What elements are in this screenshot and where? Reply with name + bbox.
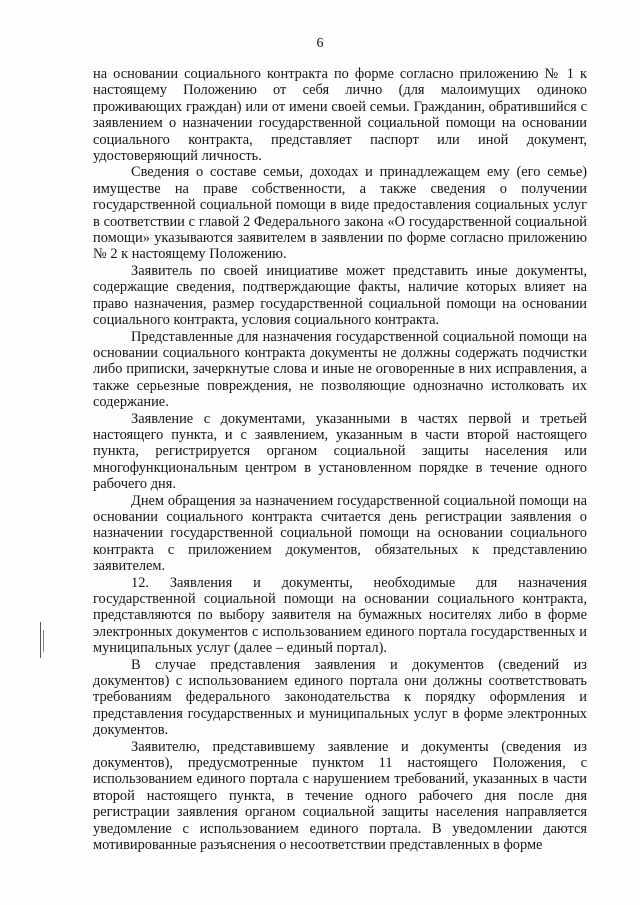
paragraph-continuation: на основании социального контракта по форме согласно приложению № 1 к настоящему Положению от себя лично (для малоимущих одиноко проживающих граждан) или от имени своей семьи. Гражданин, обратившийся с заявлением о назначении государственной социальной помощи на основании социального контракта, представляет паспорт или иной документ, удостоверяющий личность.: [93, 66, 587, 165]
margin-mark: [40, 622, 41, 658]
paragraph-document-requirements: Представленные для назначения государственной социальной помощи на основании социального контракта документы не должны содержать подчистки либо приписки, зачеркнутые слова и иные не оговоренные в них исправления, а также серьезные повреждения, не позволяющие однозначно истолковать их содержание.: [93, 328, 587, 411]
paragraph-registration: Заявление с документами, указанными в частях первой и третьей настоящего пункта, и с заявлением, указанным в части второй настоящего пункта, регистрируется органом социальной защиты населения или многофункциональным центром в установленном порядке в течение одного рабочего дня.: [93, 410, 587, 493]
paragraph-additional-documents: Заявитель по своей инициативе может представить иные документы, содержащие сведения, подтверждающие факты, наличие которых влияет на право назначения, размер государственной социальной помощи на основании социального контракта, условия социального контракта.: [93, 262, 587, 329]
margin-mark: [43, 630, 44, 652]
paragraph-item-12: 12. Заявления и документы, необходимые для назначения государственной социальной помощи на основании социального контракта, представляются по выбору заявителя на бумажных носителях либо в форме электронных документов с использованием единого портала государственных и муниципальных услуг (далее – единый портал).: [93, 574, 587, 657]
document-body: [93, 66, 587, 854]
paragraph-application-date: Днем обращения за назначением государственной социальной помощи на основании социального контракта считается день регистрации заявления о назначении государственной социальной помощи на основании социального контракта с приложением документов, обязательных к представлению заявителем.: [93, 492, 587, 575]
paragraph-notification: Заявителю, представившему заявление и документы (сведения из документов), предусмотренные пунктом 11 настоящего Положения, с использованием единого портала с нарушением требований, указанных в части второй настоящего пункта, в течение одного рабочего дня после дня регистрации заявления органом социальной защиты населения направляется уведомление с использованием единого портала. В уведомлении даются мотивированные разъяснения о несоответствии представленных в форме: [93, 738, 587, 854]
page-number: 6: [316, 36, 324, 51]
paragraph-electronic-submission: В случае представления заявления и документов (сведений из документов) с использованием единого портала они должны соответствовать требованиям федерального законодательства к порядку оформления и представления государственных и муниципальных услуг в форме электронных документов.: [93, 656, 587, 739]
paragraph-family-info: Сведения о составе семьи, доходах и принадлежащем ему (его семье) имуществе на праве собственности, а также сведения о получении государственной социальной помощи в виде предоставления социальных услуг в соответствии с главой 2 Федерального закона «О государственной социальной помощи» указываются заявителем в заявлении по форме согласно приложению № 2 к настоящему Положению.: [93, 164, 587, 263]
